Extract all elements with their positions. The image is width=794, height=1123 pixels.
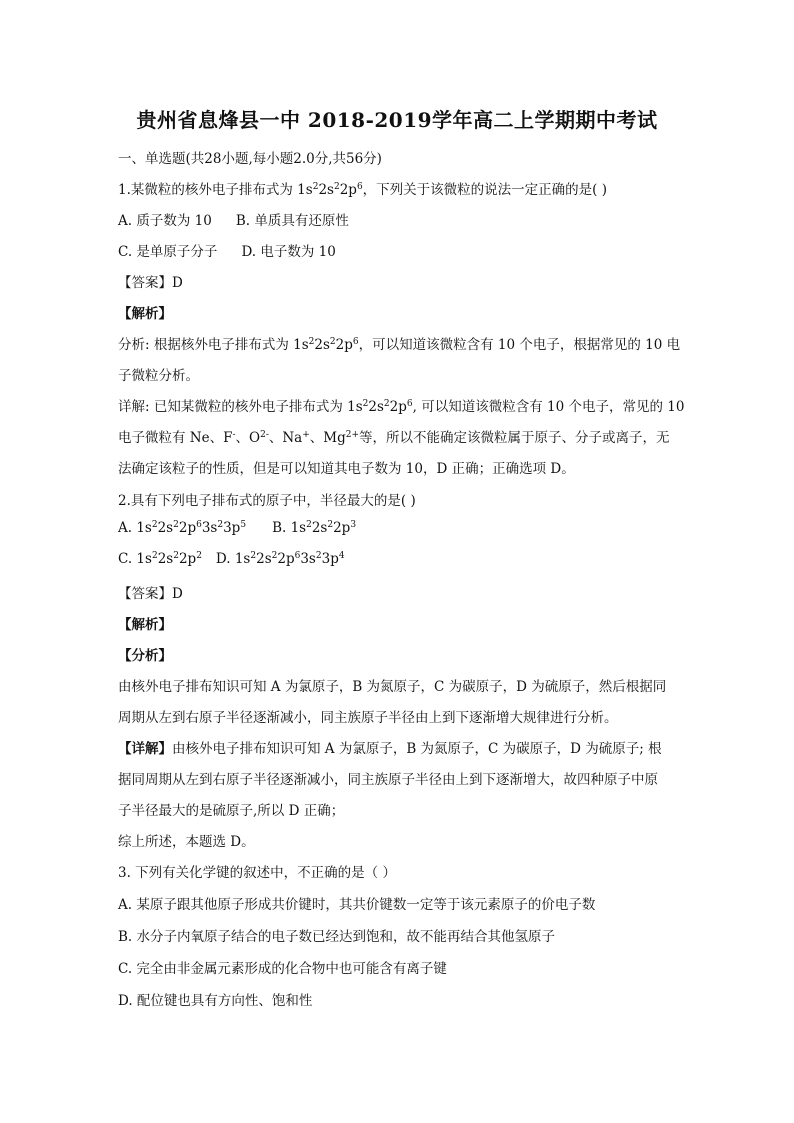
question-2-analysis-heading: 【解析】 [118,617,172,633]
question-1-detail-line-3: 法确定该粒子的性质，但是可以知道其电子数为 10，D 正确；正确选项 D。 [118,461,575,477]
question-1-analysis-line-2: 子微粒分析。 [118,368,199,384]
question-3-option-b: B. 水分子内氧原子结合的电子数已经达到饱和，故不能再结合其他氢原子 [118,929,556,945]
question-3-option-d: D. 配位键也具有方向性、饱和性 [118,993,313,1009]
option-a: A. $1s^22s^22p^63s^23p^5$ [118,520,247,536]
question-1-options-cd [118,240,336,260]
exam-title: 贵州省息烽县一中 2018-2019学年高二上学期期中考试 [136,108,658,132]
question-3-stem: 3. 下列有关化学键的叙述中，不正确的是（ ） [118,865,396,881]
question-3-option-c: C. 完全由非金属元素形成的化合物中也可能含有离子键 [118,961,447,977]
question-2-detail-line-3: 子半径最大的是硫原子,所以 D 正确； [118,803,345,819]
question-1-analysis-heading: 【解析】 [118,306,172,322]
option-b: B. $1s^22s^22p^3$ [272,520,357,536]
question-2-fenxi-heading: 【分析】 [118,648,172,664]
option-c: C. 是单原子分子 [118,244,218,260]
question-2-answer: 【答案】D [118,586,183,602]
question-2-summary: 综上所述，本题选 D。 [118,834,255,850]
section-heading: 一、单选题(共28小题,每小题2.0分,共56分) [118,151,382,167]
question-1-answer: 【答案】D [118,275,183,291]
option-b: B. 单质具有还原性 [235,213,349,229]
question-3-option-a: A. 某原子跟其他原子形成共价键时，其共价键数一定等于该元素原子的价电子数 [118,897,596,913]
option-c: C. $1s^22s^22p^2$ [118,551,202,567]
question-2-fenxi-line-1: 由核外电子排布知识可知 A 为氯原子，B 为氮原子，C 为碳原子，D 为硫原子，然后根据同 [118,679,667,695]
option-d: D. $1s^22s^22p^63s^23p^4$ [215,551,345,567]
question-1-analysis-line-1: 分析: 根据核外电子排布式为 $1s^22s^22p^6$，可以知道该微粒含有 10 个电子，根据常见的 10 电 [118,337,681,353]
question-2-detail-line-1: 【详解】由核外电子排布知识可知 A 为氯原子，B 为氮原子，C 为碳原子，D 为硫原子; 根 [118,741,662,757]
question-2-fenxi-line-2: 周期从左到右原子半径逐渐减小，同主族原子半径由上到下逐渐增大规律进行分析。 [118,710,618,726]
question-1-detail-line-2: 电子微粒有 Ne、F-、$O^{2-}$、Na+、$Mg^{2+}$等，所以不能确定该微粒属于原子、分子或离子，无 [118,430,670,446]
question-1-stem: 1.某微粒的核外电子排布式为 $1s^22s^22p^6$，下列关于该微粒的说法一定正确的是( ) [118,182,607,198]
question-2-options-ab [118,520,356,536]
question-1-detail-line-1: 详解: 已知某微粒的核外电子排布式为 $1s^22s^22p^6$, 可以知道该微粒含有 10 个电子，常见的 10 [118,399,685,415]
option-a: A. 质子数为 10 [118,213,212,229]
question-2-options-cd [118,551,345,567]
option-d: D. 电子数为 10 [241,244,336,260]
question-2-detail-line-2: 据同周期从左到右原子半径逐渐减小，同主族原子半径由上到下逐渐增大，故四种原子中原 [118,772,658,788]
question-2-stem: 2.具有下列电子排布式的原子中，半径最大的是( ) [118,493,416,509]
question-1-options-ab [118,209,349,229]
